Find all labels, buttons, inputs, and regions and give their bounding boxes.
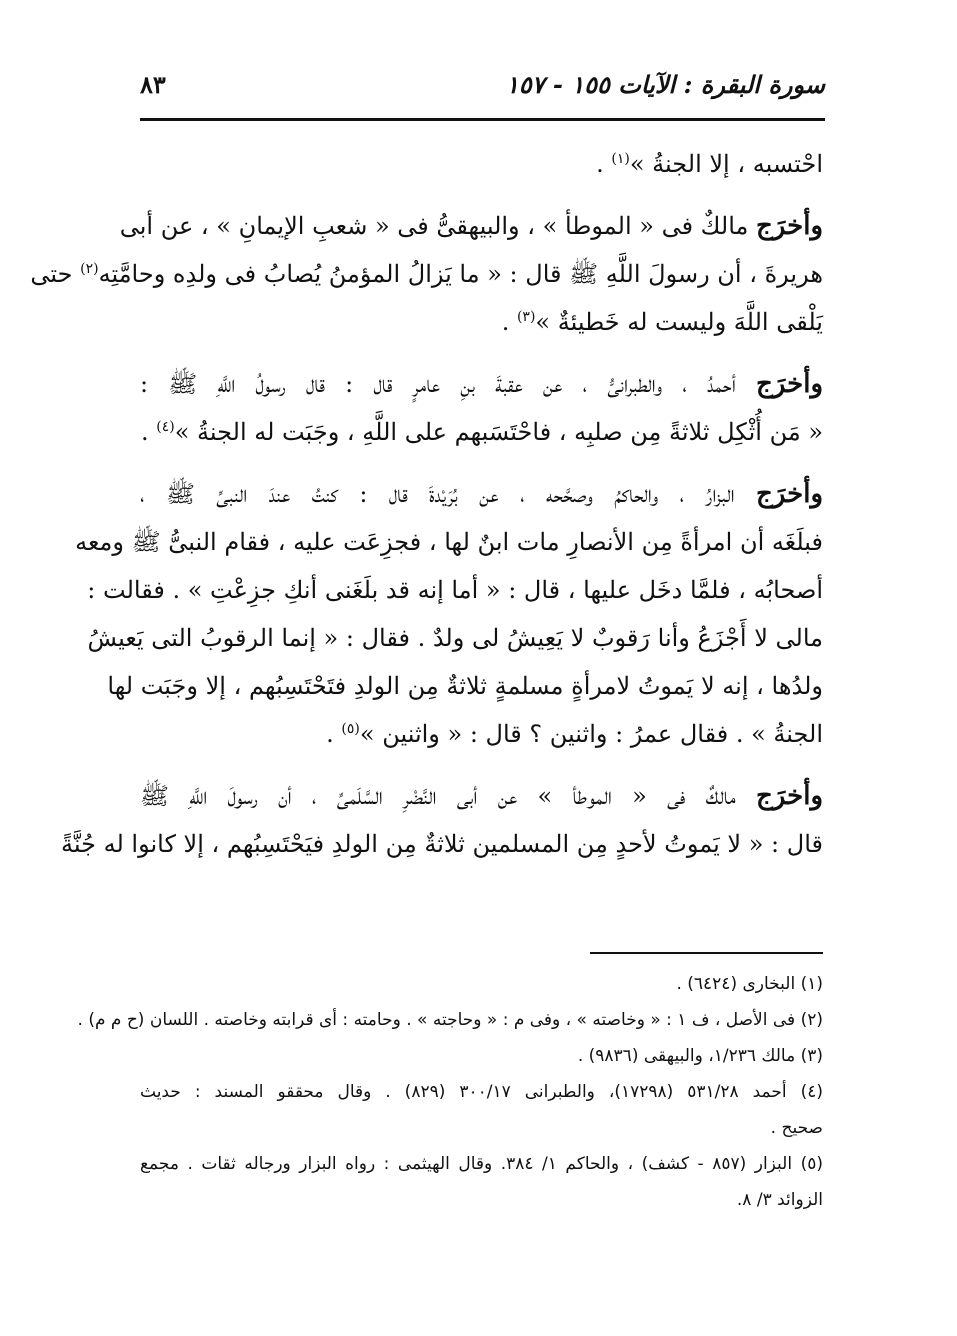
paragraph: [30, 202, 823, 346]
text-line: « مَن أُثْكِل ثلاثةً مِن صلبِه ، فاحْتَسَبهم على اللَّهِ ، وجَبَت له الجنةُ »$^{(٤)}$ .: [140, 418, 823, 446]
footnote-4: (٤) أحمد ٥٣١/٢٨ (١٧٢٩٨)، والطبرانى ٣٠٠/١٧ (٨٢٩) . وقال محققو المسند : حديث: [140, 1082, 823, 1102]
page-number: ٨٣: [140, 70, 166, 99]
footnote-4-cont: صحيح .: [770, 1118, 823, 1138]
text-line: قال : « لا يَموتُ لأحدٍ مِن المسلمين ثلاثةٌ مِن الولدِ فيَحْتَسِبُهم ، إلا كانوا له جُنَّةً: [61, 830, 823, 858]
footnote-5: (٥) البزار (٨٥٧ - كشف) ، والحاكم ١/ ٣٨٤. وقال الهيثمى : رواه البزار ورجاله ثقات . مجمع: [140, 1154, 823, 1174]
footnote-2: (٢) فى الأصل ، ف ١ : « وخاصته » ، وفى م : « وحاجته » . وحامته : أى قرابته وخاصته . اللسان (ح م م) .: [77, 1010, 823, 1030]
text-line: احْتسبه ، إلا الجنةُ »$^{(١)}$ .: [596, 150, 823, 178]
header-title: سورة البقرة : الآيات ١٥٥ - ١٥٧: [505, 70, 825, 99]
text-line: وأخرَج البزارُ ، والحاكمُ وصحَّحه ، عن بُرَيْدةَ قال : كنتُ عندَ النبىِّ ﷺ ،: [140, 479, 823, 509]
running-header: [140, 64, 825, 110]
paragraph-lead: وأخرَج: [756, 781, 823, 811]
paragraph-lead: وأخرَج: [756, 369, 823, 399]
main-text: [30, 140, 823, 882]
paragraph: [140, 360, 823, 456]
paragraph: [75, 470, 823, 758]
footnote-5-cont: الزوائد ٣/ ٨.: [736, 1190, 823, 1210]
text-line: وأخرَج مالكٌ فى « الموطأ » ، والبيهقىُّ فى « شعبِ الإيمانِ » ، عن أبى: [119, 211, 823, 241]
text-line: ولدُها ، إنه لا يَموتُ لامرأةٍ مسلمةٍ ثلاثةٌ مِن الولدِ فتَحْتَسِبُهم ، إلا وجَبَت لها: [107, 672, 823, 700]
footnote-ref: (١): [611, 151, 630, 167]
footnote-ref: (٢): [80, 261, 99, 277]
footnote-ref: (٥): [341, 721, 360, 737]
paragraph-continuation: [140, 140, 823, 188]
text-line: هريرةَ ، أن رسولَ اللَّهِ ﷺ قال : « ما يَزالُ المؤمنُ يُصابُ فى ولدِه وحامَّتِه$^{(٢)}$ حتى: [30, 260, 823, 288]
footnote-ref: (٤): [156, 419, 175, 435]
footnote-ref: (٣): [516, 309, 536, 325]
text-line: يَلْقى اللَّهَ وليست له خَطيئةٌ »$^{(٣)}$ .: [501, 308, 823, 336]
footnotes: [77, 966, 823, 1218]
text-line: فبلَغَه أن امرأةً مِن الأنصارِ مات ابنٌ لها ، فجزِعَت عليه ، فقام النبىُّ ﷺ ومعه: [75, 528, 823, 556]
paragraph: [61, 772, 823, 868]
text-line: أصحابُه ، فلمَّا دخَل عليها ، قال : « أما إنه قد بلَغَنى أنكِ جزِعْتِ » . فقالت :: [87, 576, 823, 604]
text-line: مالى لا أَجْزَعُ وأنا رَقوبٌ لا يَعِيشُ لى ولدٌ . فقال : « إنما الرقوبُ التى يَعيشُ: [87, 624, 823, 652]
header-rule: [140, 118, 825, 121]
paragraph-lead: وأخرَج: [756, 211, 823, 241]
text-line: وأخرَج أحمدُ ، والطبرانىُّ ، عن عقبةَ بنِ عامرٍ قال : قال رسولُ اللَّهِ ﷺ :: [140, 369, 823, 399]
text-line: الجنةُ » . فقال عمرُ : واثنين ؟ قال : « واثنين »$^{(٥)}$ .: [326, 720, 823, 748]
paragraph-lead: وأخرَج: [756, 479, 823, 509]
text-line: وأخرَج مالكٌ فى « الموطأ » عن أبى النَّضْرِ السَّلَمىِّ ، أن رسولَ اللَّهِ ﷺ: [140, 781, 823, 811]
footnote-1: (١) البخارى (٦٤٢٤) .: [676, 974, 823, 994]
footnote-rule: [590, 952, 823, 954]
footnote-3: (٣) مالك ١/٢٣٦، والبيهقى (٩٨٣٦) .: [577, 1046, 823, 1066]
